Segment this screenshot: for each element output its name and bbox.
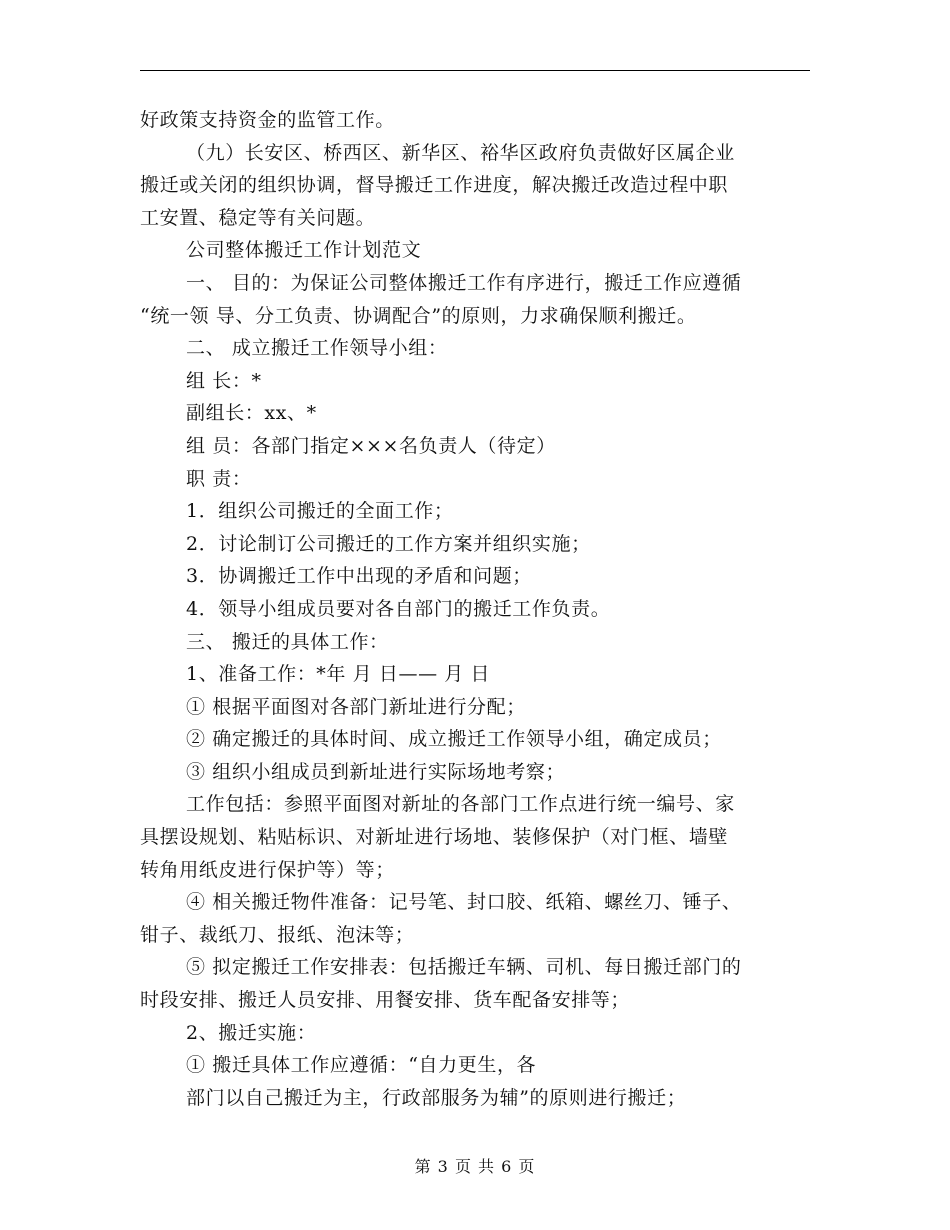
paragraph-line: 1．组织公司搬迁的全面工作； bbox=[186, 500, 454, 523]
paragraph-line: 工安置、稳定等有关问题。 bbox=[140, 206, 376, 229]
paragraph-line: 二、 成立搬迁工作领导小组： bbox=[186, 337, 448, 360]
paragraph-line: ⑤ 拟定搬迁工作安排表：包括搬迁车辆、司机、每日搬迁部门的 bbox=[186, 956, 742, 979]
paragraph-line: 三、 搬迁的具体工作： bbox=[186, 630, 389, 653]
paragraph-line: ① 根据平面图对各部门新址进行分配； bbox=[186, 695, 526, 718]
paragraph-line: 钳子、裁纸刀、报纸、泡沫等； bbox=[140, 923, 415, 946]
paragraph-line: “统一领 导、分工负责、协调配合”的原则，力求确保顺利搬迁。 bbox=[140, 304, 697, 327]
paragraph-line: 3．协调搬迁工作中出现的矛盾和问题； bbox=[186, 565, 532, 588]
page-number: 第 3 页 共 6 页 bbox=[414, 1157, 536, 1176]
paragraph-line: ① 搬迁具体工作应遵循：“自力更生，各 bbox=[186, 1054, 537, 1077]
paragraph-line: 一、 目的：为保证公司整体搬迁工作有序进行，搬迁工作应遵循 bbox=[186, 271, 742, 294]
paragraph-line: 具摆设规划、粘贴标识、对新址进行场地、装修保护（对门框、墙壁 bbox=[140, 826, 729, 849]
paragraph-line: 工作包括：参照平面图对新址的各部门工作点进行统一编号、家 bbox=[186, 793, 735, 816]
paragraph-line: 好政策支持资金的监管工作。 bbox=[140, 109, 395, 131]
paragraph-line: 公司整体搬迁工作计划范文 bbox=[186, 239, 422, 262]
header-rule bbox=[140, 70, 810, 71]
paragraph-line: 搬迁或关闭的组织协调，督导搬迁工作进度，解决搬迁改造过程中职 bbox=[140, 174, 729, 197]
paragraph-line: 2、搬迁实施： bbox=[186, 1021, 317, 1044]
paragraph-line: 2．讨论制订公司搬迁的工作方案并组织实施； bbox=[186, 532, 591, 555]
paragraph-line: ④ 相关搬迁物件准备：记号笔、封口胶、纸箱、螺丝刀、锤子、 bbox=[186, 891, 742, 914]
paragraph-line: 组 长：* bbox=[186, 369, 262, 392]
paragraph-line: 时段安排、搬迁人员安排、用餐安排、货车配备安排等； bbox=[140, 989, 631, 1012]
paragraph-line: 副组长：xx、* bbox=[186, 402, 317, 425]
paragraph-line: ③ 组织小组成员到新址进行实际场地考察； bbox=[186, 760, 566, 783]
paragraph-line: 部门以自己搬迁为主，行政部服务为辅”的原则进行搬迁； bbox=[186, 1086, 687, 1109]
paragraph-line: 职 责： bbox=[186, 467, 252, 490]
document-body bbox=[140, 104, 810, 1114]
paragraph-line: （九）长安区、桥西区、新华区、裕华区政府负责做好区属企业 bbox=[186, 141, 735, 164]
paragraph-line: 4．领导小组成员要对各自部门的搬迁工作负责。 bbox=[186, 597, 611, 620]
paragraph-line: 转角用纸皮进行保护等）等； bbox=[140, 858, 395, 881]
paragraph-line: 1、准备工作：*年 月 日—— 月 日 bbox=[186, 663, 491, 686]
paragraph-line: 组 员：各部门指定×××名负责人（待定） bbox=[186, 434, 556, 457]
paragraph-line: ② 确定搬迁的具体时间、成立搬迁工作领导小组，确定成员； bbox=[186, 728, 722, 751]
